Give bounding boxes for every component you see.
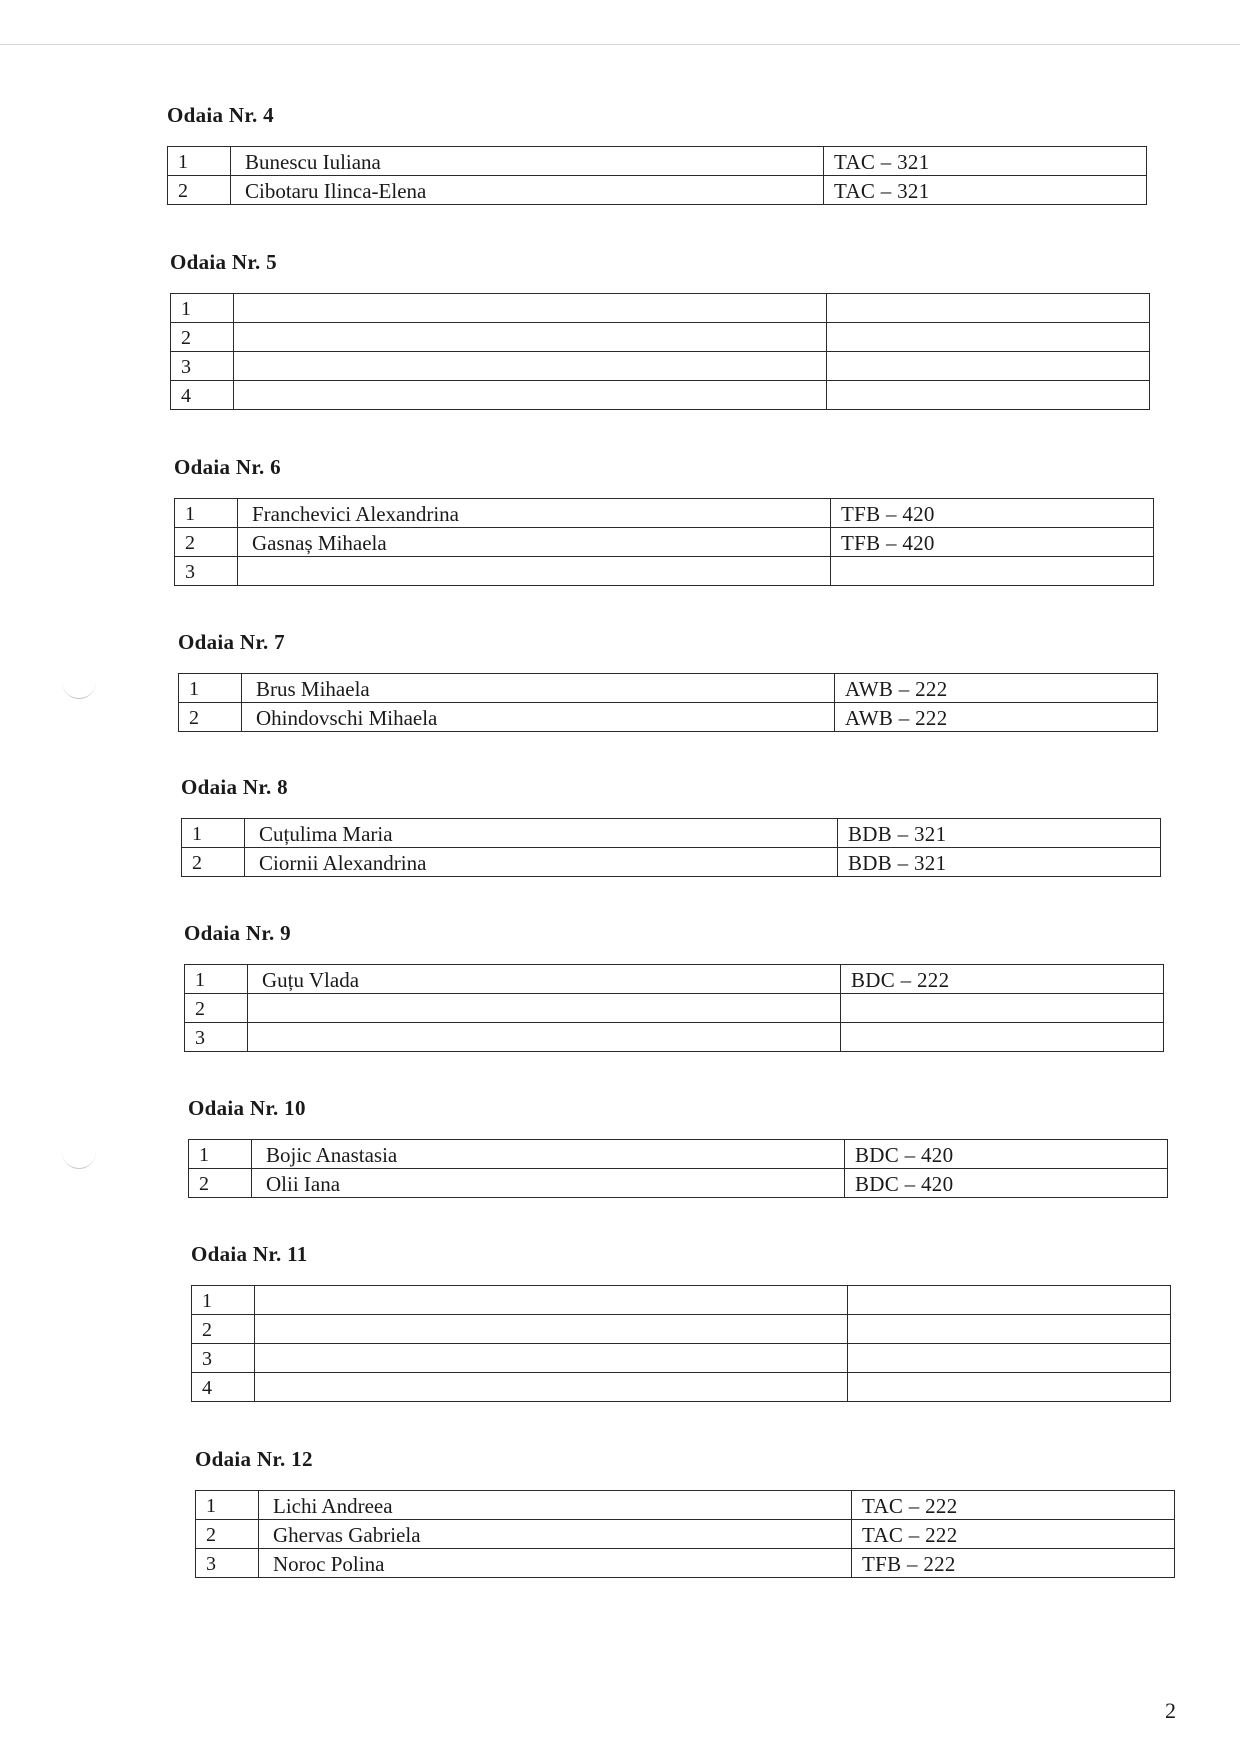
room-section — [167, 103, 1147, 205]
room-title: Odaia Nr. 7 — [178, 630, 285, 654]
student-name: Cuțulima Maria — [245, 819, 838, 848]
row-number: 2 — [189, 1169, 252, 1198]
room-title: Odaia Nr. 9 — [184, 921, 291, 945]
row-number: 1 — [182, 819, 245, 848]
student-name — [234, 294, 827, 323]
group-code: TFB – 420 — [831, 528, 1154, 557]
room-title: Odaia Nr. 10 — [188, 1096, 306, 1120]
table-row — [168, 147, 1147, 176]
table-row — [171, 352, 1150, 381]
student-name — [255, 1315, 848, 1344]
row-number: 1 — [196, 1491, 259, 1520]
student-name — [248, 994, 841, 1023]
student-name: Gasnaș Mihaela — [238, 528, 831, 557]
group-code: TAC – 321 — [824, 176, 1147, 205]
row-number: 2 — [192, 1315, 255, 1344]
group-code: AWB – 222 — [835, 674, 1158, 703]
student-name: Bojic Anastasia — [252, 1140, 845, 1169]
table-row — [179, 674, 1158, 703]
row-number: 2 — [196, 1520, 259, 1549]
group-code: BDB – 321 — [838, 848, 1161, 877]
table-row — [192, 1373, 1171, 1402]
row-number: 4 — [192, 1373, 255, 1402]
student-name: Olii Iana — [252, 1169, 845, 1198]
student-name — [255, 1373, 848, 1402]
room-section — [195, 1447, 1175, 1578]
group-code — [848, 1344, 1171, 1373]
row-number: 2 — [168, 176, 231, 205]
table-row — [171, 381, 1150, 410]
student-name — [238, 557, 831, 586]
table-row — [171, 323, 1150, 352]
table-row — [175, 528, 1154, 557]
row-number: 1 — [179, 674, 242, 703]
room-section — [181, 775, 1161, 877]
row-number: 3 — [175, 557, 238, 586]
row-number: 4 — [171, 381, 234, 410]
group-code: AWB – 222 — [835, 703, 1158, 732]
row-number: 1 — [168, 147, 231, 176]
row-number: 2 — [175, 528, 238, 557]
table-row — [189, 1140, 1168, 1169]
table-row — [192, 1344, 1171, 1373]
student-name: Ciornii Alexandrina — [245, 848, 838, 877]
room-section — [188, 1096, 1168, 1198]
table-row — [171, 294, 1150, 323]
row-number: 2 — [179, 703, 242, 732]
table-row — [196, 1520, 1175, 1549]
row-number: 2 — [171, 323, 234, 352]
group-code: TAC – 222 — [852, 1491, 1175, 1520]
room-section — [174, 455, 1154, 586]
group-code: TAC – 222 — [852, 1520, 1175, 1549]
row-number: 1 — [185, 965, 248, 994]
table-row — [189, 1169, 1168, 1198]
group-code — [848, 1315, 1171, 1344]
table-row — [185, 1023, 1164, 1052]
table-row — [185, 994, 1164, 1023]
room-table — [167, 146, 1147, 205]
room-table — [170, 293, 1150, 410]
student-name — [248, 1023, 841, 1052]
page-number: 2 — [1165, 1698, 1176, 1723]
room-table — [174, 498, 1154, 586]
room-title: Odaia Nr. 4 — [167, 103, 274, 127]
row-number: 1 — [171, 294, 234, 323]
table-row — [192, 1315, 1171, 1344]
room-table — [178, 673, 1158, 732]
room-section — [178, 630, 1158, 732]
student-name: Noroc Polina — [259, 1549, 852, 1578]
student-name: Brus Mihaela — [242, 674, 835, 703]
punch-hole-mark — [62, 680, 96, 699]
room-title: Odaia Nr. 12 — [195, 1447, 313, 1471]
group-code — [848, 1286, 1171, 1315]
group-code — [827, 381, 1150, 410]
student-name: Cibotaru Ilinca-Elena — [231, 176, 824, 205]
scan-edge-line — [0, 44, 1240, 45]
student-name: Franchevici Alexandrina — [238, 499, 831, 528]
student-name — [255, 1344, 848, 1373]
group-code: TFB – 222 — [852, 1549, 1175, 1578]
room-table — [181, 818, 1161, 877]
row-number: 3 — [171, 352, 234, 381]
student-name: Guțu Vlada — [248, 965, 841, 994]
row-number: 3 — [185, 1023, 248, 1052]
group-code: BDC – 222 — [841, 965, 1164, 994]
row-number: 3 — [196, 1549, 259, 1578]
student-name — [234, 381, 827, 410]
student-name — [255, 1286, 848, 1315]
room-title: Odaia Nr. 6 — [174, 455, 281, 479]
student-name — [234, 323, 827, 352]
group-code — [841, 1023, 1164, 1052]
row-number: 3 — [192, 1344, 255, 1373]
room-title: Odaia Nr. 11 — [191, 1242, 308, 1266]
room-title: Odaia Nr. 8 — [181, 775, 288, 799]
row-number: 2 — [182, 848, 245, 877]
punch-hole-mark — [62, 1150, 96, 1169]
room-section — [170, 250, 1150, 410]
row-number: 2 — [185, 994, 248, 1023]
room-section — [184, 921, 1164, 1052]
table-row — [185, 965, 1164, 994]
table-row — [168, 176, 1147, 205]
group-code: BDC – 420 — [845, 1169, 1168, 1198]
group-code — [827, 352, 1150, 381]
room-section — [191, 1242, 1171, 1402]
room-table — [195, 1490, 1175, 1578]
row-number: 1 — [192, 1286, 255, 1315]
group-code: TFB – 420 — [831, 499, 1154, 528]
table-row — [182, 819, 1161, 848]
room-table — [188, 1139, 1168, 1198]
student-name — [234, 352, 827, 381]
table-row — [182, 848, 1161, 877]
student-name: Ohindovschi Mihaela — [242, 703, 835, 732]
table-row — [179, 703, 1158, 732]
group-code: TAC – 321 — [824, 147, 1147, 176]
student-name: Ghervas Gabriela — [259, 1520, 852, 1549]
room-table — [184, 964, 1164, 1052]
group-code — [841, 994, 1164, 1023]
table-row — [196, 1491, 1175, 1520]
table-row — [192, 1286, 1171, 1315]
table-row — [175, 499, 1154, 528]
group-code — [827, 323, 1150, 352]
table-row — [196, 1549, 1175, 1578]
group-code — [831, 557, 1154, 586]
room-title: Odaia Nr. 5 — [170, 250, 277, 274]
group-code — [827, 294, 1150, 323]
group-code — [848, 1373, 1171, 1402]
student-name: Lichi Andreea — [259, 1491, 852, 1520]
group-code: BDB – 321 — [838, 819, 1161, 848]
row-number: 1 — [189, 1140, 252, 1169]
student-name: Bunescu Iuliana — [231, 147, 824, 176]
room-table — [191, 1285, 1171, 1402]
group-code: BDC – 420 — [845, 1140, 1168, 1169]
table-row — [175, 557, 1154, 586]
row-number: 1 — [175, 499, 238, 528]
